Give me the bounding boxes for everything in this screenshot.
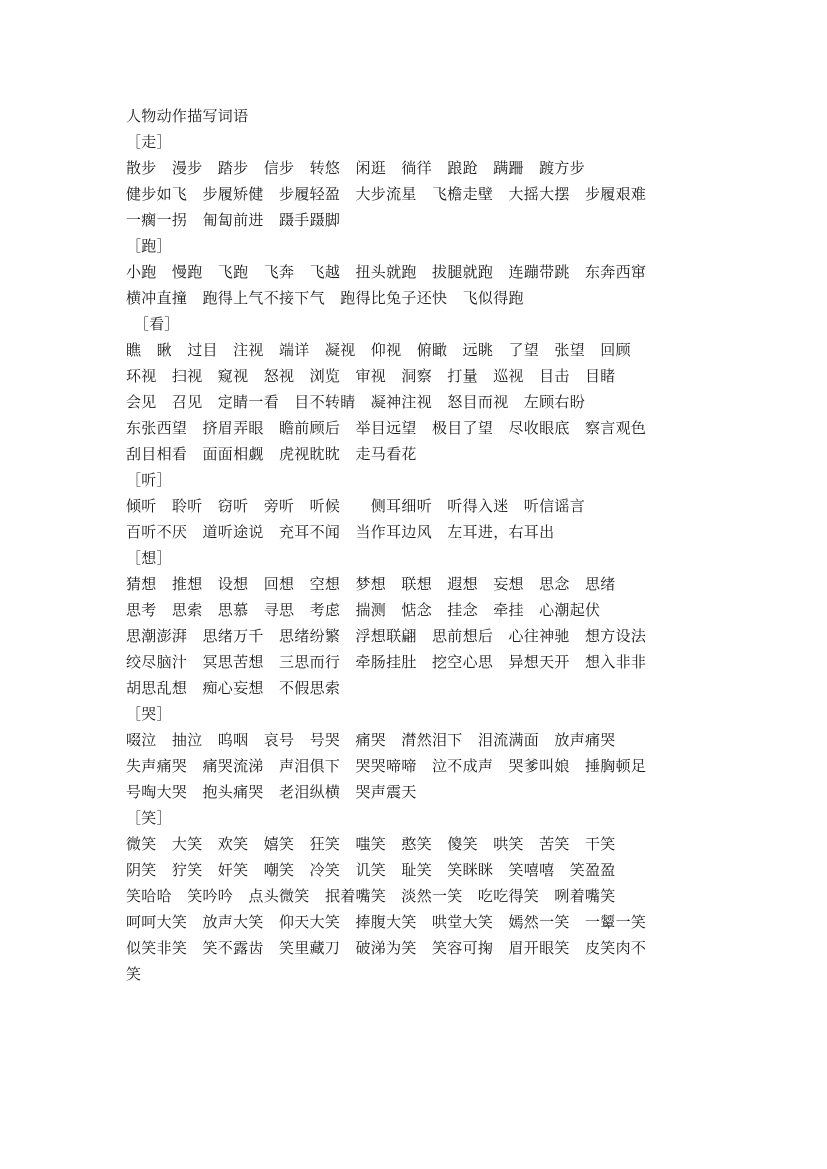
- section-heading-cry: ［哭］: [126, 705, 172, 723]
- document-title: 人物动作描写词语: [126, 107, 249, 125]
- text-line: 号啕大哭 抱头痛哭 老泪纵横 哭声震天: [126, 783, 417, 801]
- text-line: 刮目相看 面面相觑 虎视眈眈 走马看花: [126, 445, 417, 463]
- text-line: 呵呵大笑 放声大笑 仰天大笑 捧腹大笑 哄堂大笑 嫣然一笑 一颦一笑: [126, 913, 647, 931]
- text-line: 思考 思索 思慕 寻思 考虑 揣测 惦念 挂念 牵挂 心潮起伏: [126, 601, 601, 619]
- section-heading-look: ［看］: [126, 315, 180, 333]
- text-line: 散步 漫步 踏步 信步 转悠 闲逛 徜徉 踉跄 蹒跚 踱方步: [126, 159, 586, 177]
- text-line: 胡思乱想 痴心妄想 不假思索: [126, 679, 341, 697]
- text-line: 瞧 瞅 过目 注视 端详 凝视 仰视 俯瞰 远眺 了望 张望 回顾: [126, 341, 631, 359]
- text-line: 猜想 推想 设想 回想 空想 梦想 联想 遐想 妄想 思念 思绪: [126, 575, 616, 593]
- section-heading-laugh: ［笑］: [126, 809, 172, 827]
- text-line: 啜泣 抽泣 呜咽 哀号 号哭 痛哭 潸然泪下 泪流满面 放声痛哭: [126, 731, 616, 749]
- text-line: 似笑非笑 笑不露齿 笑里藏刀 破涕为笑 笑容可掬 眉开眼笑 皮笑肉不: [126, 939, 647, 957]
- document-page: [126, 103, 706, 987]
- text-line: 笑: [126, 965, 142, 983]
- section-heading-run: ［跑］: [126, 237, 172, 255]
- text-line: 笑哈哈 笑吟吟 点头微笑 抿着嘴笑 淡然一笑 吃吃得笑 咧着嘴笑: [126, 887, 616, 905]
- text-line: 环视 扫视 窥视 怒视 浏览 审视 洞察 打量 巡视 目击 目睹: [126, 367, 616, 385]
- text-line: 百听不厌 道听途说 充耳不闻 当作耳边风 左耳进，右耳出: [126, 523, 555, 541]
- text-line: 小跑 慢跑 飞跑 飞奔 飞越 扭头就跑 拔腿就跑 连蹦带跳 东奔西窜: [126, 263, 647, 281]
- section-heading-listen: ［听］: [126, 471, 172, 489]
- text-line: 一瘸一拐 匍匐前进 蹑手蹑脚: [126, 211, 341, 229]
- text-line: 微笑 大笑 欢笑 嬉笑 狂笑 嗤笑 憨笑 傻笑 哄笑 苦笑 干笑: [126, 835, 616, 853]
- text-line: 失声痛哭 痛哭流涕 声泪俱下 哭哭啼啼 泣不成声 哭爹叫娘 捶胸顿足: [126, 757, 647, 775]
- text-line: 会见 召见 定睛一看 目不转睛 凝神注视 怒目而视 左顾右盼: [126, 393, 586, 411]
- text-line: 倾听 聆听 窃听 旁听 听候 侧耳细听 听得入迷 听信谣言: [126, 497, 586, 515]
- text-line: 绞尽脑汁 冥思苦想 三思而行 牵肠挂肚 挖空心思 异想天开 想入非非: [126, 653, 647, 671]
- text-line: 思潮澎湃 思绪万千 思绪纷繁 浮想联翩 思前想后 心往神驰 想方设法: [126, 627, 647, 645]
- text-line: 阴笑 狞笑 奸笑 嘲笑 冷笑 讥笑 耻笑 笑眯眯 笑嘻嘻 笑盈盈: [126, 861, 616, 879]
- text-line: 横冲直撞 跑得上气不接下气 跑得比兔子还快 飞似得跑: [126, 289, 524, 307]
- text-line: 健步如飞 步履矫健 步履轻盈 大步流星 飞檐走壁 大摇大摆 步履艰难: [126, 185, 647, 203]
- section-heading-think: ［想］: [126, 549, 172, 567]
- text-line: 东张西望 挤眉弄眼 瞻前顾后 举目远望 极目了望 尽收眼底 察言观色: [126, 419, 647, 437]
- section-heading-walk: ［走］: [126, 133, 172, 151]
